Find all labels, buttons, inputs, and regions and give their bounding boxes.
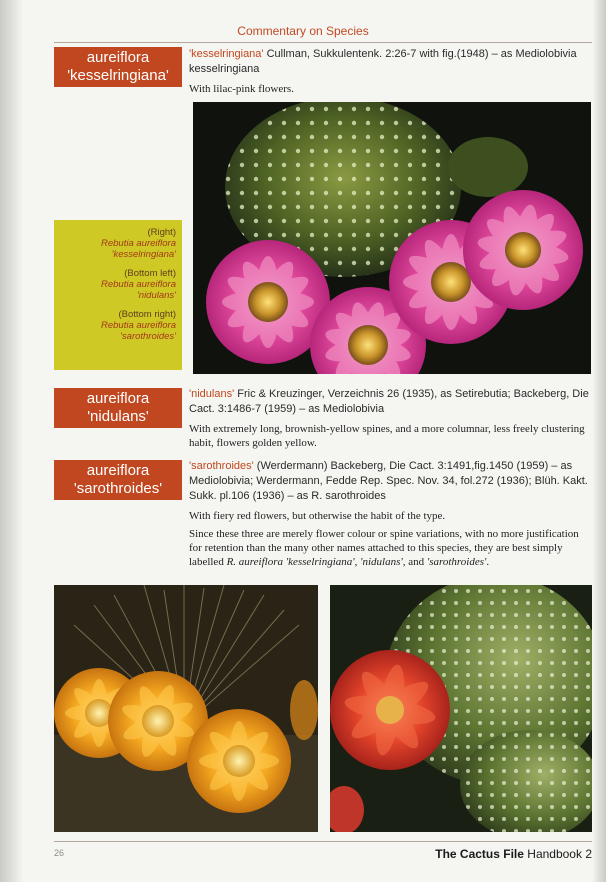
photo-kesselringiana — [193, 102, 591, 374]
label-line2: 'kesselringiana' — [67, 67, 169, 84]
citation — [189, 387, 592, 417]
caption-species: Rebutia aureiflora — [101, 279, 176, 290]
caption-cultivar: 'kesselringiana' — [111, 249, 176, 260]
caption-bottom-right — [54, 309, 176, 342]
citation-name: 'nidulans' — [189, 388, 235, 400]
book-title-suffix: Handbook 2 — [523, 847, 592, 861]
footer-rule — [54, 841, 592, 842]
caption-cultivar: 'sarothroides' — [120, 331, 176, 342]
caption-position: (Right) — [147, 227, 176, 238]
description: With lilac-pink flowers. — [189, 83, 294, 95]
caption-bottom-left — [54, 268, 176, 301]
book-title-main: The Cactus File — [435, 847, 524, 861]
description: With extremely long, brownish-yellow spines, and a more columnar, less freely clustering habit, flowers golden yellow. — [189, 423, 585, 449]
running-header: Commentary on Species — [237, 24, 369, 38]
label-line1: aureiflora — [86, 390, 150, 407]
label-line1: aureiflora — [86, 49, 150, 66]
header-rule — [54, 42, 592, 43]
caption-species: Rebutia aureiflora — [101, 320, 176, 331]
summary-name2: 'nidulans' — [360, 556, 403, 568]
label-line2: 'nidulans' — [87, 408, 149, 425]
caption-species: Rebutia aureiflora — [101, 238, 176, 249]
caption-position: (Bottom left) — [124, 268, 176, 279]
citation-text: (Werdermann) Backeberg, Die Cact. 3:1491,fig.1450 (1959) – as Mediolobivia; Werdermann, Fedde Rep. Spec. Nov. 34, fol.272 (1936); Blüh. Kakt. Sukk. pl.106 (1936) – as R. sarothroides — [189, 460, 588, 502]
entry-sarothroides — [189, 459, 592, 569]
caption-right — [54, 227, 176, 260]
label-nidulans — [54, 388, 182, 428]
page-spine-shadow — [0, 0, 22, 882]
description: With fiery red flowers, but otherwise the habit of the type. — [189, 510, 446, 522]
citation-text: Fric & Kreuzinger, Verzeichnis 26 (1935), as Setirebutia; Backeberg, Die Cact. 3:1486-7 (1959) – as Mediolobivia — [189, 388, 589, 415]
citation — [189, 47, 592, 77]
citation-text: Cullman, Sukkulentenk. 2:26-7 with fig.(1948) – as Mediolobivia kesselringiana — [189, 48, 577, 75]
citation — [189, 459, 592, 504]
photo-nidulans — [54, 585, 318, 832]
label-sarothroides — [54, 460, 182, 500]
caption-position: (Bottom right) — [118, 309, 176, 320]
entry-kesselringiana — [189, 47, 592, 96]
summary-name1: R. aureiflora 'kesselringiana' — [226, 556, 355, 568]
page-number: 26 — [54, 848, 65, 858]
book-title — [435, 847, 592, 861]
label-line2: 'sarothroides' — [73, 480, 163, 497]
summary-paragraph — [189, 527, 592, 569]
entry-nidulans — [189, 387, 592, 450]
summary-name3: 'sarothroides' — [426, 556, 487, 568]
caption-cultivar: 'nidulans' — [136, 290, 176, 301]
summary-end: . — [486, 556, 490, 568]
summary-lead: Since these three are merely flower colour or spine variations, with no more justification for retention than the many other names attached to this species, they are best simply labelled — [189, 528, 579, 568]
citation-name: 'sarothroides' — [189, 460, 254, 472]
photo-caption-box — [54, 220, 182, 370]
label-kesselringiana — [54, 47, 182, 87]
summary-sep: , — [354, 556, 361, 568]
photo-sarothroides — [330, 585, 592, 832]
page-edge-shadow — [592, 0, 606, 882]
label-line1: aureiflora — [86, 462, 150, 479]
summary-and: , and — [402, 556, 427, 568]
citation-name: 'kesselringiana' — [189, 48, 264, 60]
